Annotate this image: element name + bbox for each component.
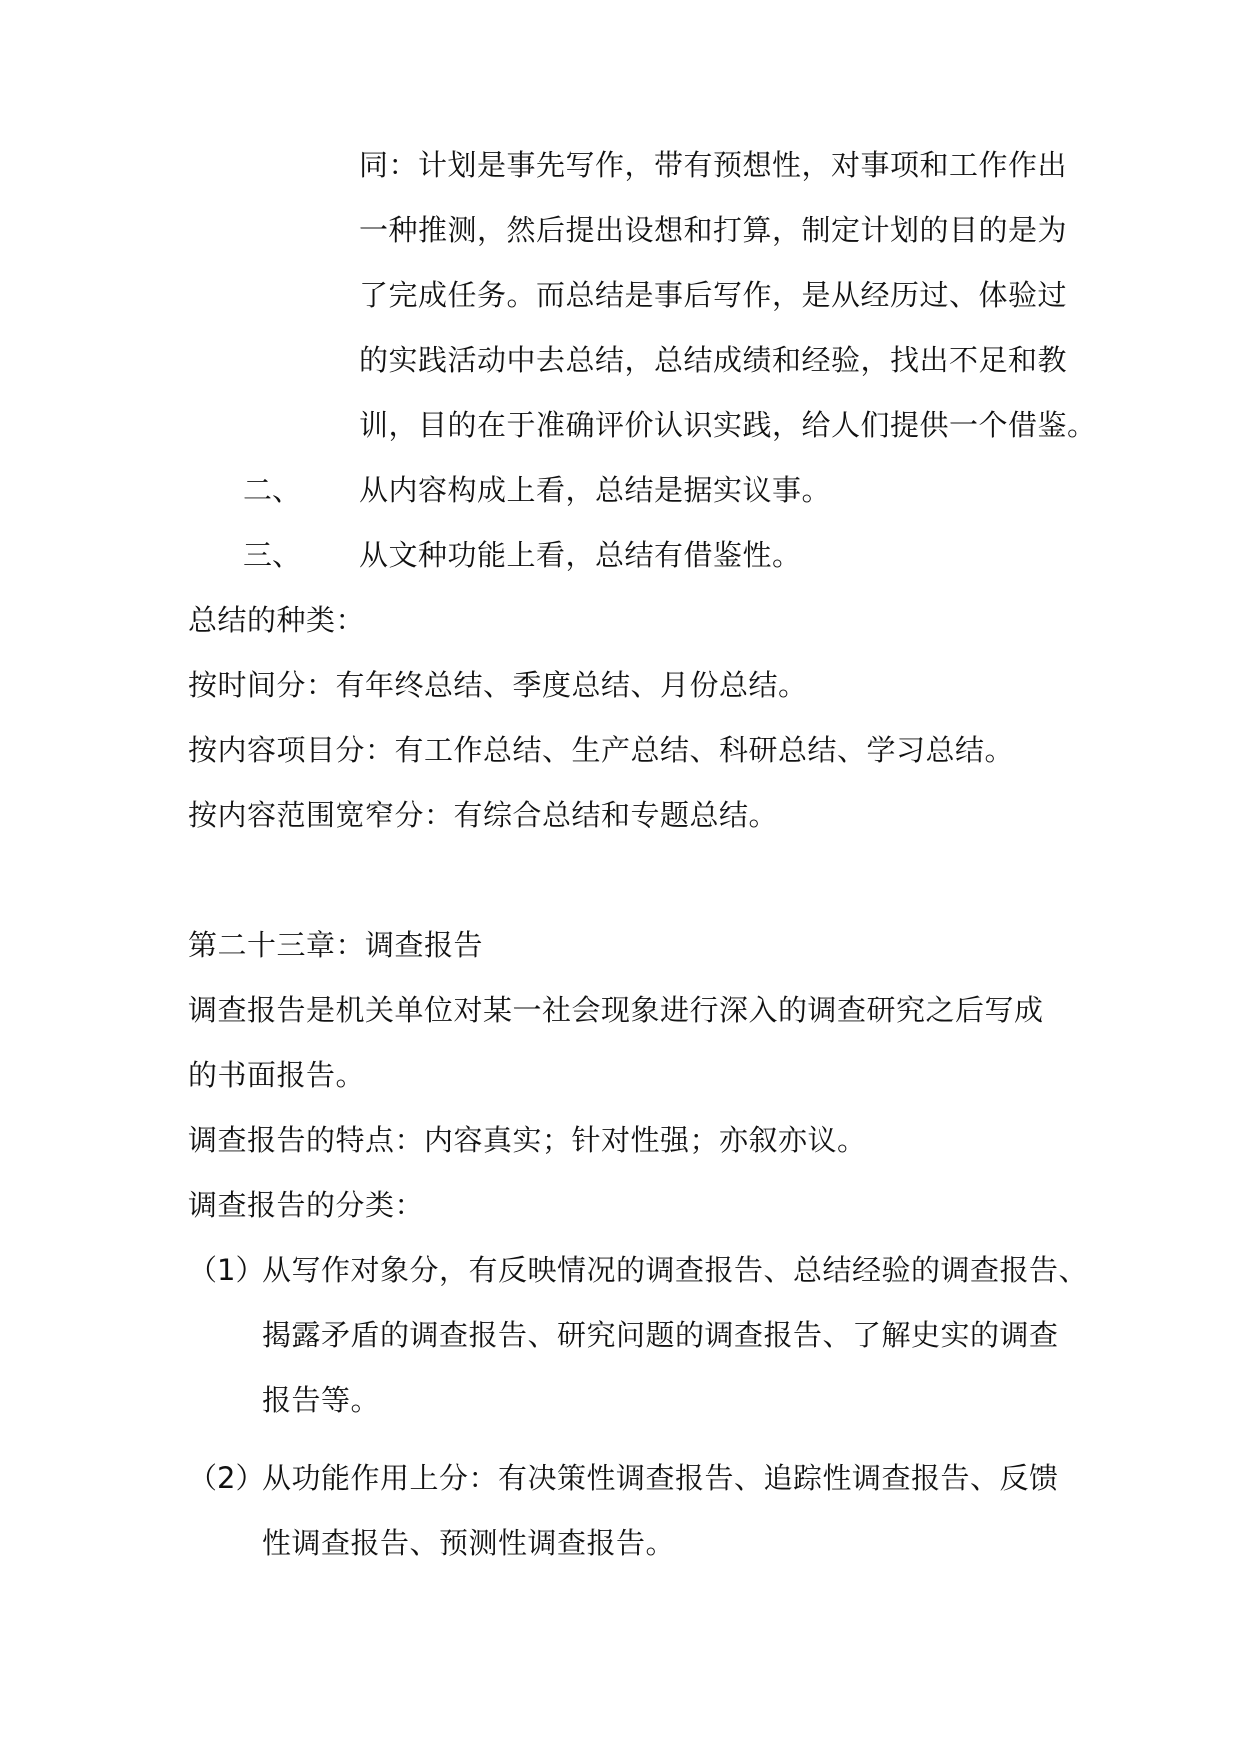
classification-marker-1: （1） xyxy=(188,1253,265,1287)
summary-type-by-scope: 按内容范围宽窄分：有综合总结和专题总结。 xyxy=(188,798,779,832)
continued-item-line-3: 了完成任务。而总结是事后写作，是从经历过、体验过 xyxy=(359,278,1068,312)
chapter-features: 调查报告的特点：内容真实；针对性强；亦叙亦议。 xyxy=(188,1123,867,1157)
summary-type-by-time: 按时间分：有年终总结、季度总结、月份总结。 xyxy=(188,668,808,702)
continued-item-line-5: 训，目的在于准确评价认识实践，给人们提供一个借鉴。 xyxy=(359,408,1097,442)
continued-item-line-2: 一种推测，然后提出设想和打算，制定计划的目的是为 xyxy=(359,213,1068,247)
chapter-definition-line-2: 的书面报告。 xyxy=(188,1058,366,1092)
classification-1-line-2: 揭露矛盾的调查报告、研究问题的调查报告、了解史实的调查 xyxy=(262,1318,1059,1352)
chapter-definition-line-1: 调查报告是机关单位对某一社会现象进行深入的调查研究之后写成 xyxy=(188,993,1044,1027)
classification-2-line-1: 从功能作用上分：有决策性调查报告、追踪性调查报告、反馈 xyxy=(262,1461,1059,1495)
summary-type-by-content: 按内容项目分：有工作总结、生产总结、科研总结、学习总结。 xyxy=(188,733,1015,767)
classification-marker-2: （2） xyxy=(188,1461,265,1495)
list-item-marker-2: 二、 xyxy=(243,473,302,507)
chapter-title: 第二十三章：调查报告 xyxy=(188,928,484,962)
continued-item-line-4: 的实践活动中去总结，总结成绩和经验，找出不足和教 xyxy=(359,343,1068,377)
classification-1-line-3: 报告等。 xyxy=(262,1383,381,1417)
continued-item-line-1: 同：计划是事先写作，带有预想性，对事项和工作作出 xyxy=(359,148,1068,182)
classification-1-line-1: 从写作对象分，有反映情况的调查报告、总结经验的调查报告、 xyxy=(262,1253,1089,1287)
classification-2-line-2: 性调查报告、预测性调查报告。 xyxy=(262,1526,676,1560)
classification-heading: 调查报告的分类： xyxy=(188,1188,425,1222)
list-item-text-2: 从内容构成上看，总结是据实议事。 xyxy=(359,473,832,507)
summary-types-heading: 总结的种类： xyxy=(188,603,366,637)
list-item-marker-3: 三、 xyxy=(243,538,302,572)
list-item-text-3: 从文种功能上看，总结有借鉴性。 xyxy=(359,538,802,572)
